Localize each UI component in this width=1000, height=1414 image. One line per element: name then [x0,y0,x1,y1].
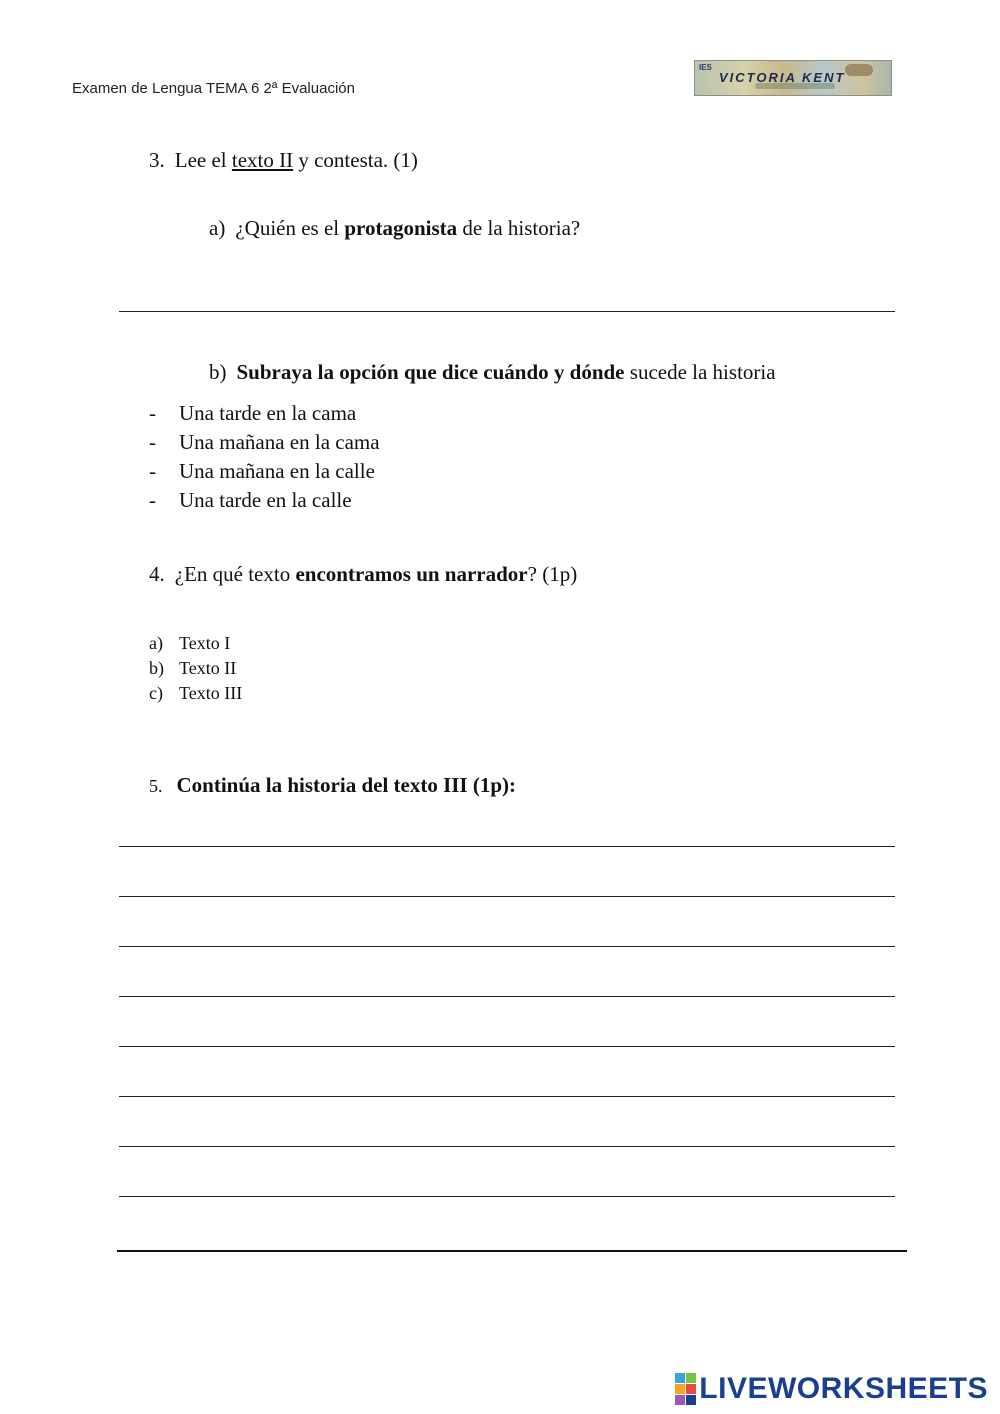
question-3b: b) Subraya la opción que dice cuándo y dónde sucede la historia [209,360,776,384]
option-item[interactable]: - Una mañana en la calle [149,459,375,483]
answer-line[interactable] [119,1046,895,1047]
liveworksheets-wordmark: LIVEWORKSHEETS [699,1372,988,1405]
answer-line[interactable] [119,1096,895,1097]
section-divider [117,1250,907,1252]
logo-ies-text: IES [699,63,712,72]
answer-line-3a[interactable] [119,311,895,312]
question-3: 3. Lee el texto II y contesta. (1) [149,148,418,172]
liveworksheets-brand [675,1372,988,1406]
answer-line[interactable] [119,1146,895,1147]
option-item[interactable]: c) Texto III [149,683,243,703]
answer-line[interactable] [119,946,895,947]
texto-ii-reference: texto II [231,148,294,172]
option-item[interactable]: - Una tarde en la cama [149,401,357,425]
logo-school-name: VICTORIA KENT [719,70,846,85]
option-list-3b [149,399,380,515]
exam-header-title: Examen de Lengua TEMA 6 2ª Evaluación [72,80,355,97]
answer-line[interactable] [119,846,895,847]
answer-line[interactable] [119,1196,895,1197]
option-list-4 [149,631,242,706]
question-3a: a) ¿Quién es el protagonista de la historia? [209,216,581,240]
option-item[interactable]: b) Texto II [149,658,237,678]
question-4: 4. ¿En qué texto encontramos un narrador? (1p) [149,562,578,586]
option-item[interactable]: a) Texto I [149,633,231,653]
option-item[interactable]: - Una tarde en la calle [149,488,352,512]
school-logo [694,60,892,96]
answer-line[interactable] [119,996,895,997]
question-5: 5. Continúa la historia del texto III (1p): [149,773,517,797]
liveworksheets-logo-icon [675,1373,696,1405]
option-item[interactable]: - Una mañana en la cama [149,430,380,454]
answer-line[interactable] [119,896,895,897]
